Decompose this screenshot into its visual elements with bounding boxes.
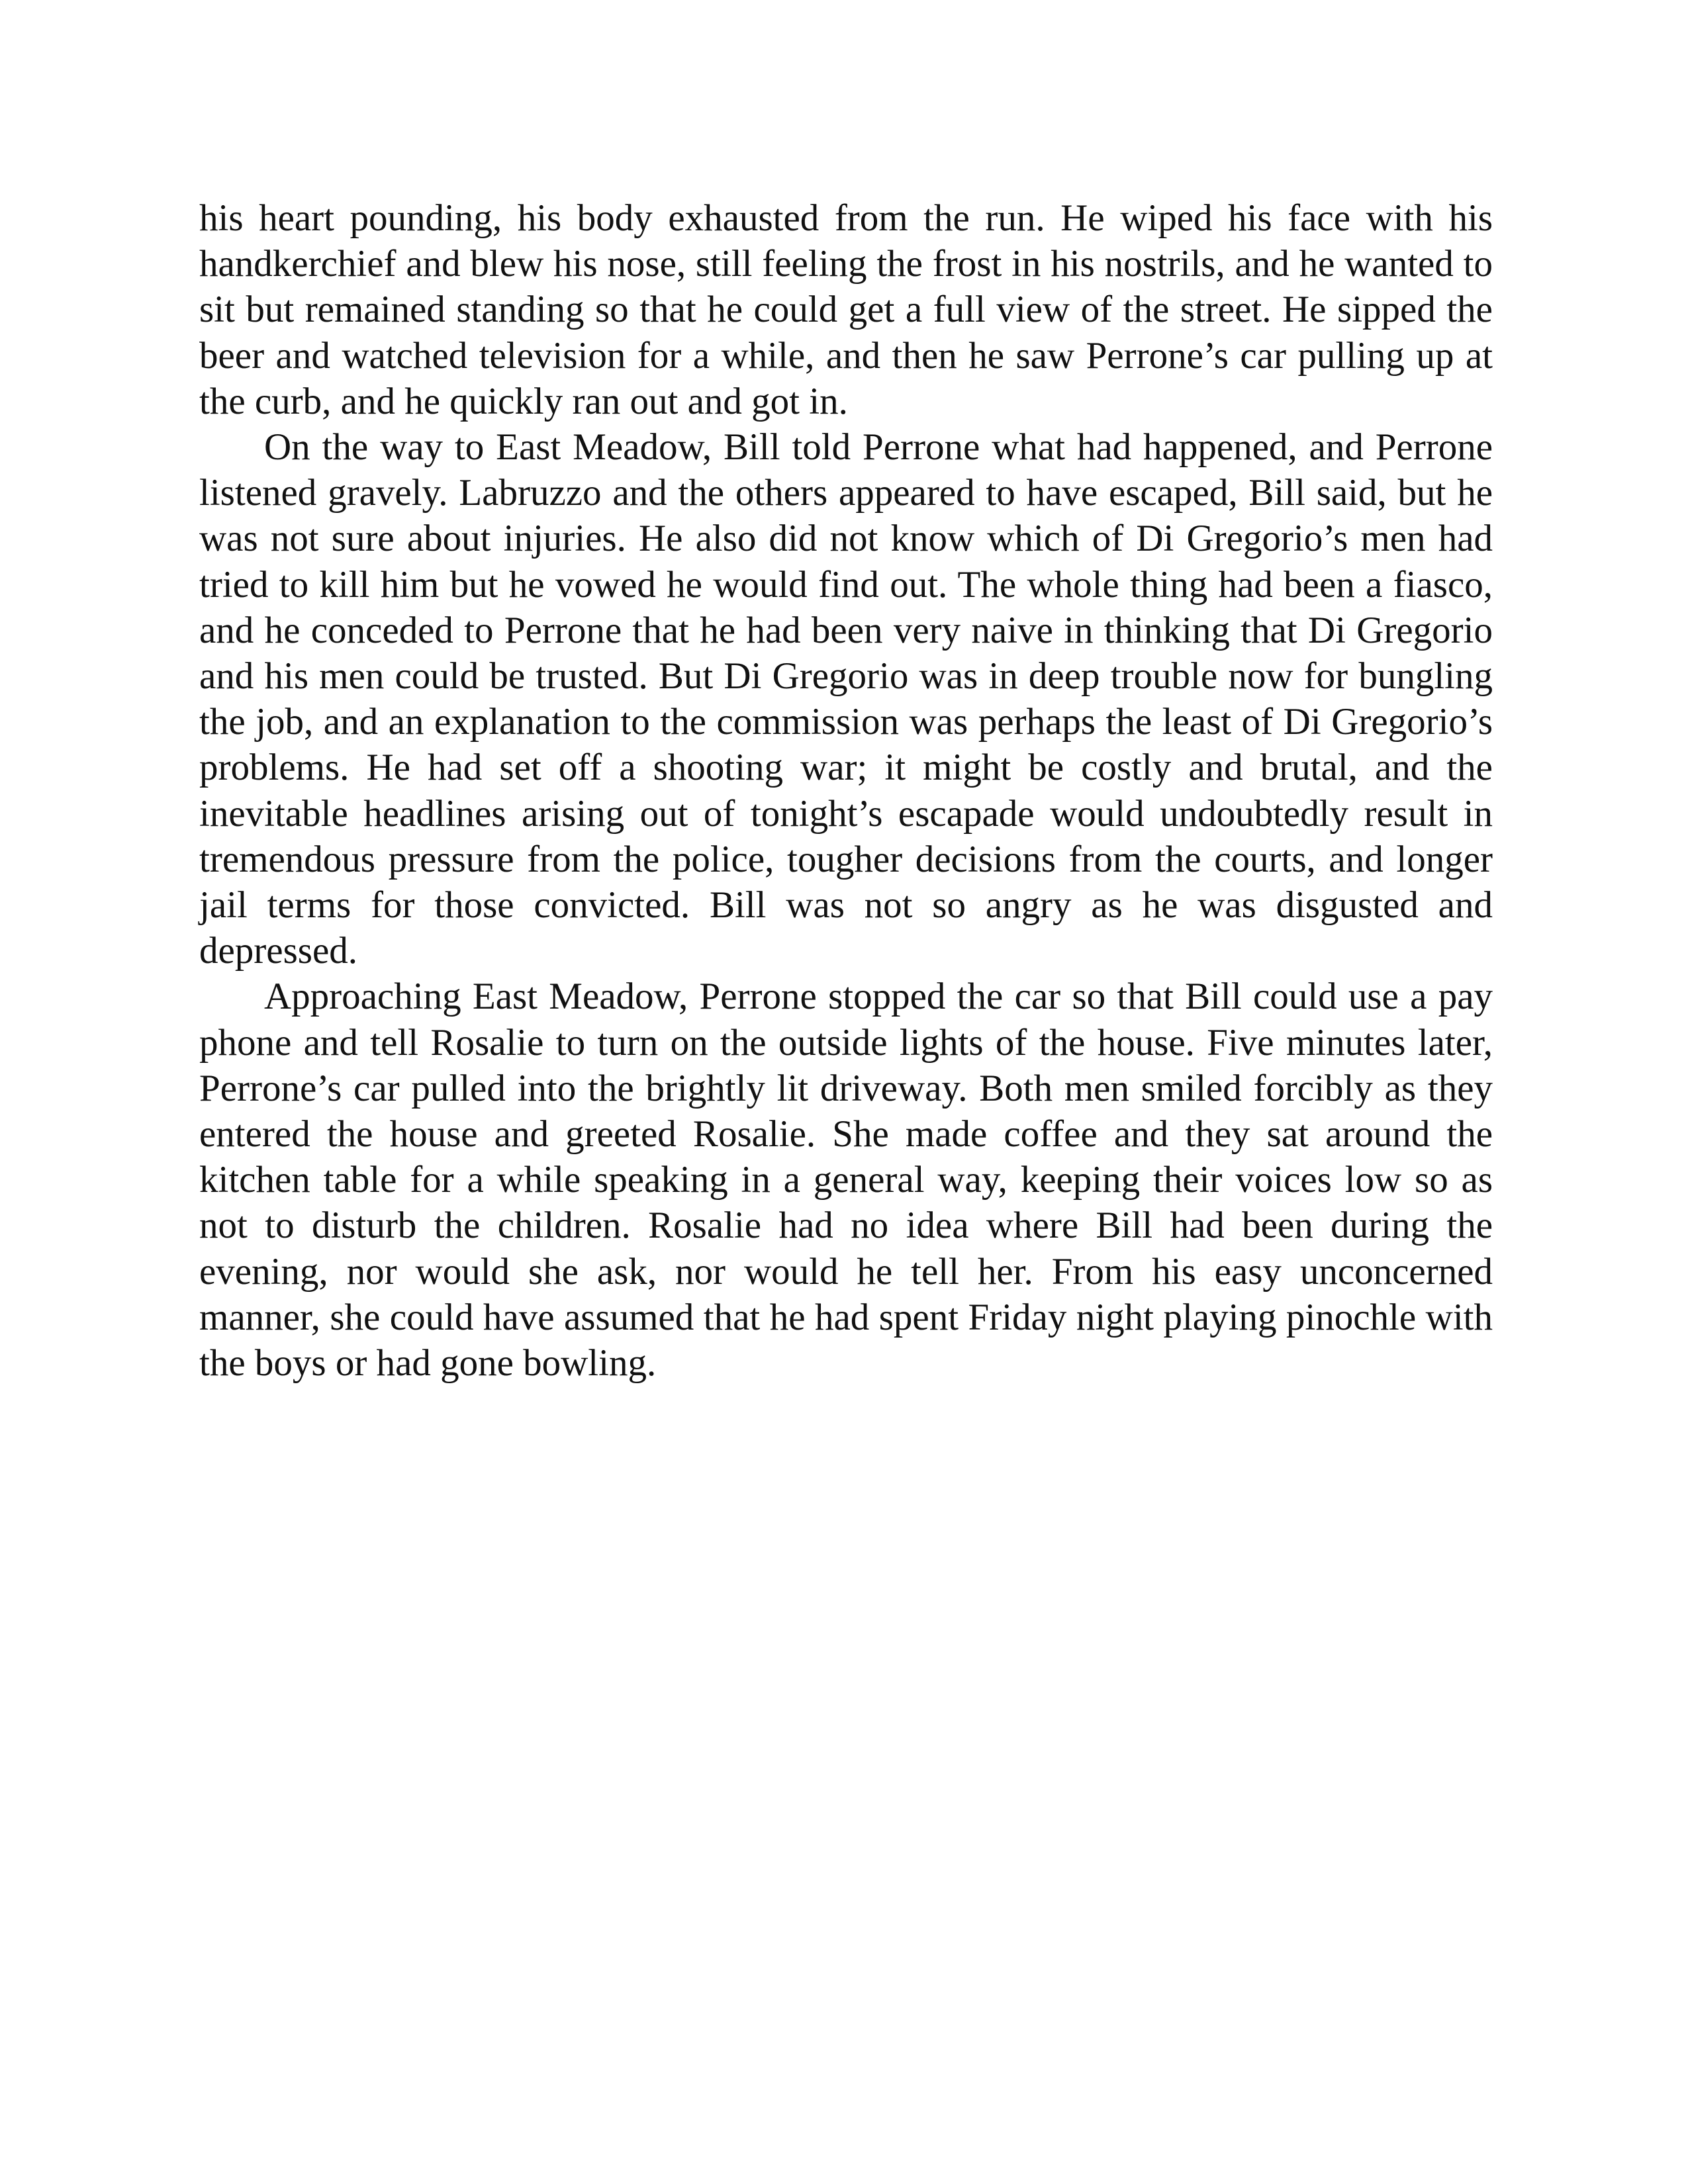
paragraph-2: On the way to East Meadow, Bill told Perrone what had happened, and Perrone listened gravely. Labruzzo and the others appeared to have escaped, Bill said, but he was not sure about injuries. He also did not know which of Di Gregorio’s men had tried to kill him but he vowed he would find out. The whole thing had been a fiasco, and he conceded to Perrone that he had been very naive in thinking that Di Gregorio and his men could be trusted. But Di Gregorio was in deep trouble now for bungling the job, and an explanation to the commission was perhaps the least of Di Gregorio’s problems. He had set off a shooting war; it might be costly and brutal, and the inevitable headlines arising out of tonight’s escapade would undoubtedly result in tremendous pressure from the police, tougher decisions from the courts, and longer jail terms for those convicted. Bill was not so angry as he was disgusted and depressed. (199, 426, 1493, 972)
paragraph-3: Approaching East Meadow, Perrone stopped the car so that Bill could use a pay phone and tell Rosalie to turn on the outside lights of the house. Five minutes later, Perrone’s car pulled into the brightly lit driveway. Both men smiled forcibly as they entered the house and greeted Rosalie. She made coffee and they sat around the kitchen table for a while speaking in a general way, keeping their voices low so as not to disturb the children. Rosalie had no idea where Bill had been during the evening, nor would she ask, nor would he tell her. From his easy unconcerned manner, she could have assumed that he had spent Friday night playing pinochle with the boys or had gone bowling. (199, 976, 1493, 1385)
paragraph-1: his heart pounding, his body exhausted from the run. He wiped his face with his handkerchief and blew his nose, still feeling the frost in his nostrils, and he wanted to sit but remained standing so that he could get a full view of the street. He sipped the beer and watched television for a while, and then he saw Perrone’s car pulling up at the curb, and he quickly ran out and got in. (199, 197, 1493, 422)
body-text (199, 195, 1493, 1386)
